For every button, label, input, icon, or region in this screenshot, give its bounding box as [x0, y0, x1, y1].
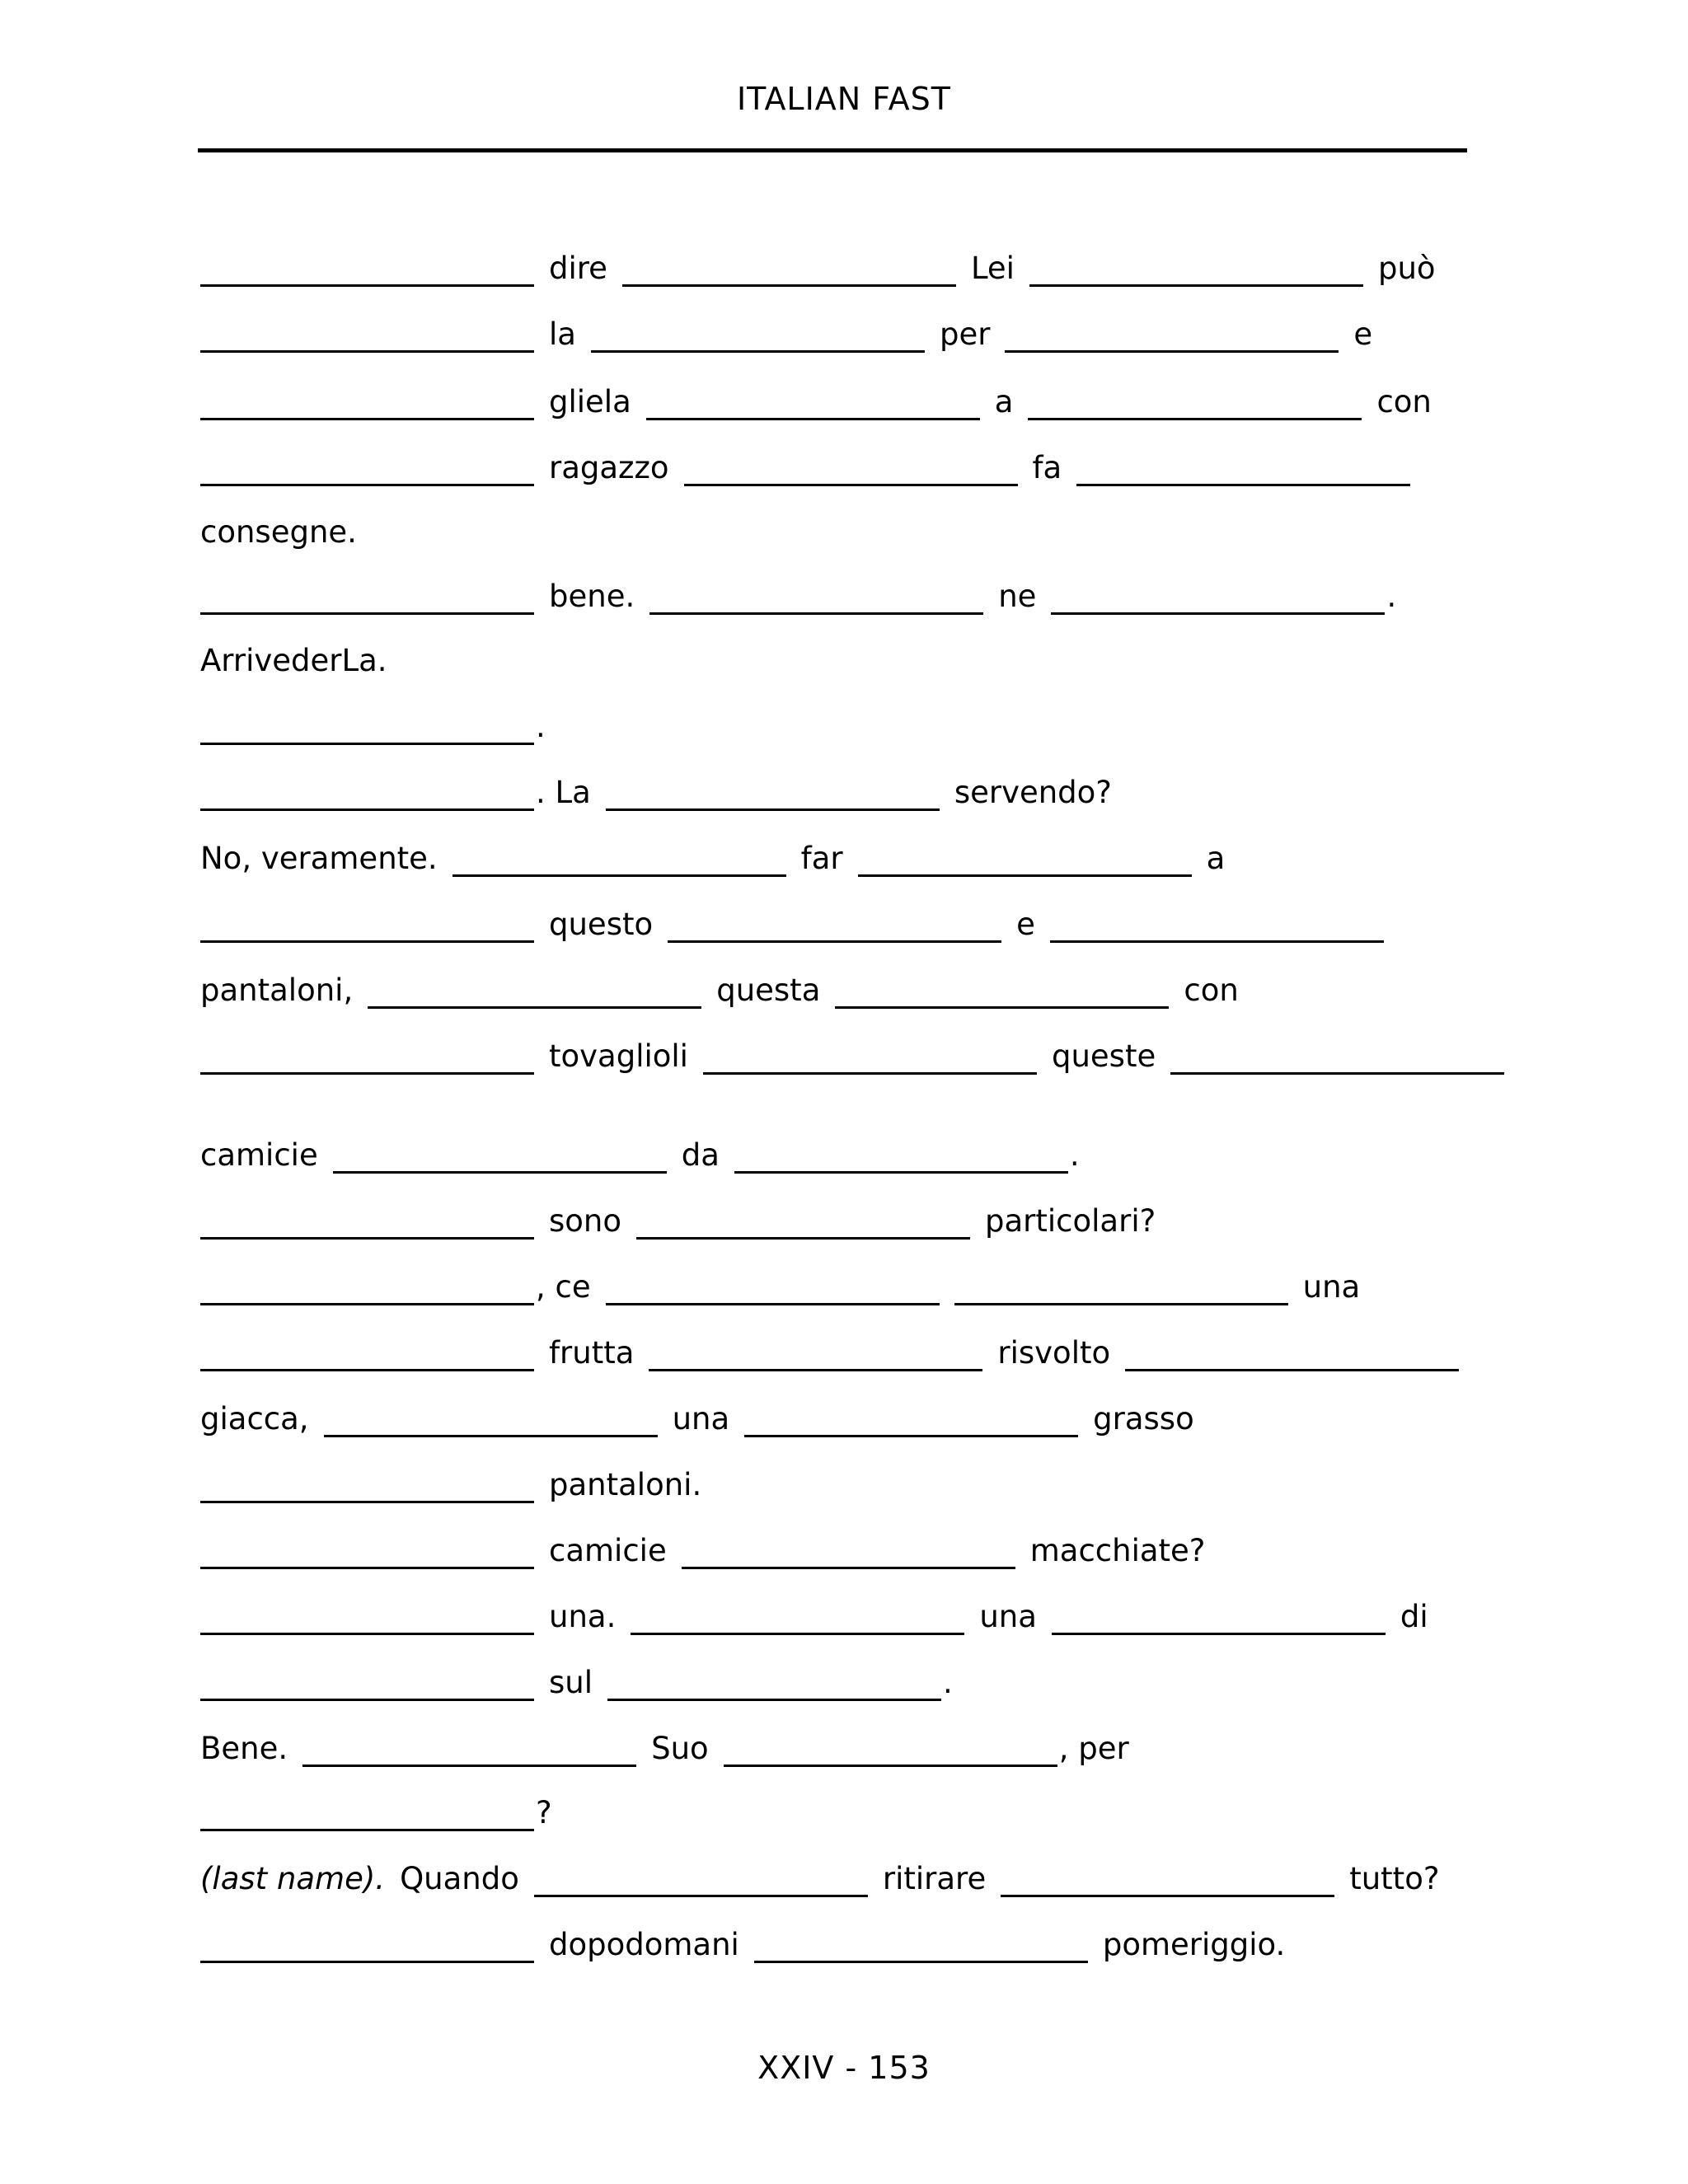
- answer-blank[interactable]: [646, 393, 980, 420]
- exercise-text: dopodomani: [549, 1927, 739, 1962]
- exercise-text: dire: [549, 251, 607, 286]
- answer-blank[interactable]: [649, 588, 983, 615]
- exercise-text: una: [979, 1599, 1037, 1634]
- exercise-text: frutta: [549, 1335, 635, 1371]
- exercise-text: con: [1184, 972, 1239, 1008]
- exercise-text: No, veramente.: [200, 841, 438, 876]
- exercise-text: camicie: [549, 1533, 667, 1568]
- exercise-line: [200, 1917, 1300, 1963]
- exercise-text: Quando: [400, 1861, 519, 1896]
- exercise-line: [200, 440, 1425, 486]
- answer-blank[interactable]: [1052, 1608, 1386, 1635]
- header-rule: [198, 148, 1467, 152]
- answer-blank[interactable]: [1051, 588, 1385, 615]
- page-number: XXIV - 153: [757, 2050, 931, 2086]
- exercise-text: questa: [716, 972, 821, 1008]
- exercise-line: [200, 963, 1254, 1009]
- answer-blank[interactable]: [591, 326, 925, 353]
- answer-blank[interactable]: [1076, 459, 1410, 486]
- exercise-text: ArrivederLa.: [200, 643, 387, 678]
- answer-blank[interactable]: [368, 982, 701, 1009]
- exercise-text: Lei: [970, 251, 1015, 286]
- exercise-text: di: [1400, 1599, 1428, 1634]
- exercise-text: far: [800, 841, 843, 876]
- exercise-text: camicie: [200, 1137, 318, 1173]
- exercise-line: [200, 504, 372, 551]
- exercise-text: e: [1016, 907, 1035, 942]
- exercise-text: la: [549, 316, 576, 352]
- exercise-text: servendo?: [954, 775, 1112, 810]
- exercise-text: risvolto: [997, 1335, 1111, 1371]
- exercise-line: [200, 1721, 1144, 1767]
- exercise-text: può: [1377, 251, 1436, 286]
- exercise-line: [200, 1589, 1443, 1635]
- exercise-line: [200, 1391, 1209, 1437]
- answer-blank[interactable]: [631, 1608, 964, 1635]
- exercise-text: una: [1302, 1269, 1361, 1305]
- exercise-text: a: [994, 384, 1014, 419]
- exercise-line: [200, 1127, 1095, 1174]
- exercise-text: pomeriggio.: [1102, 1927, 1286, 1962]
- exercise-line: [200, 241, 1451, 287]
- answer-blank[interactable]: [724, 1740, 1057, 1767]
- answer-blank[interactable]: [200, 1936, 534, 1963]
- answer-blank[interactable]: [200, 260, 534, 287]
- exercise-text: , ce: [536, 1269, 591, 1305]
- answer-blank[interactable]: [324, 1410, 658, 1437]
- answer-blank[interactable]: [200, 1047, 534, 1075]
- answer-blank[interactable]: [606, 784, 940, 811]
- exercise-text: e: [1353, 316, 1373, 352]
- answer-blank[interactable]: [954, 1278, 1288, 1305]
- exercise-text: .: [1069, 1137, 1080, 1173]
- exercise-text: tovaglioli: [549, 1038, 688, 1074]
- exercise-line: [200, 897, 1399, 943]
- exercise-text: .: [943, 1665, 953, 1700]
- exercise-line: [200, 1193, 1170, 1240]
- exercise-text: Suo: [651, 1731, 709, 1766]
- exercise-text: .: [1386, 579, 1397, 614]
- exercise-line: [200, 1457, 716, 1503]
- page-header: ITALIAN FAST: [736, 81, 952, 117]
- exercise-text: .: [536, 709, 546, 744]
- answer-blank[interactable]: [200, 588, 534, 615]
- answer-blank[interactable]: [200, 459, 534, 486]
- exercise-line: [200, 569, 1411, 615]
- exercise-line: [200, 1785, 567, 1831]
- answer-blank[interactable]: [333, 1146, 667, 1174]
- exercise-line: [200, 1029, 1519, 1075]
- answer-blank[interactable]: [835, 982, 1169, 1009]
- exercise-line: [200, 765, 1127, 811]
- answer-blank[interactable]: [682, 1542, 1015, 1569]
- answer-blank[interactable]: [607, 1674, 941, 1701]
- exercise-text: pantaloni.: [549, 1467, 702, 1502]
- exercise-text: per: [939, 316, 991, 352]
- exercise-line: [200, 699, 560, 745]
- exercise-text: fa: [1032, 450, 1062, 485]
- exercise-text: a: [1206, 841, 1226, 876]
- exercise-text: grasso: [1093, 1401, 1194, 1436]
- answer-blank[interactable]: [200, 1804, 534, 1831]
- answer-blank[interactable]: [200, 393, 534, 420]
- exercise-line: [200, 307, 1387, 353]
- answer-blank[interactable]: [1005, 326, 1339, 353]
- exercise-line: [200, 1259, 1375, 1305]
- answer-blank[interactable]: [1028, 393, 1362, 420]
- exercise-line: [200, 633, 402, 679]
- answer-blank[interactable]: [858, 850, 1192, 877]
- answer-blank[interactable]: [754, 1936, 1088, 1963]
- answer-blank[interactable]: [622, 260, 956, 287]
- exercise-text: particolari?: [985, 1203, 1156, 1239]
- exercise-text: queste: [1051, 1038, 1156, 1074]
- exercise-line: [200, 374, 1447, 420]
- exercise-text: una.: [549, 1599, 617, 1634]
- exercise-text: ritirare: [882, 1861, 987, 1896]
- answer-blank[interactable]: [684, 459, 1018, 486]
- exercise-text: consegne.: [200, 514, 357, 550]
- answer-blank[interactable]: [200, 1608, 534, 1635]
- answer-blank[interactable]: [200, 1212, 534, 1240]
- answer-blank[interactable]: [200, 1344, 534, 1371]
- answer-blank[interactable]: [703, 1047, 1037, 1075]
- exercise-text: ne: [998, 579, 1037, 614]
- answer-blank[interactable]: [649, 1344, 982, 1371]
- answer-blank[interactable]: [200, 784, 534, 811]
- exercise-line: [200, 1655, 968, 1701]
- exercise-text: . La: [536, 775, 591, 810]
- answer-blank[interactable]: [200, 1674, 534, 1701]
- answer-blank[interactable]: [200, 1542, 534, 1569]
- exercise-text: gliela: [549, 384, 631, 419]
- answer-blank[interactable]: [1029, 260, 1363, 287]
- answer-blank[interactable]: [302, 1740, 636, 1767]
- exercise-text: ragazzo: [549, 450, 669, 485]
- exercise-text: bene.: [549, 579, 635, 614]
- exercise-text: (last name).: [200, 1861, 386, 1896]
- answer-blank[interactable]: [1125, 1344, 1459, 1371]
- exercise-line: [200, 831, 1240, 877]
- exercise-text: , per: [1058, 1731, 1129, 1766]
- answer-blank[interactable]: [744, 1410, 1078, 1437]
- exercise-text: tutto?: [1349, 1861, 1440, 1896]
- exercise-line: [200, 1325, 1474, 1371]
- exercise-text: pantaloni,: [200, 972, 354, 1008]
- exercise-text: macchiate?: [1029, 1533, 1206, 1568]
- answer-blank[interactable]: [606, 1278, 940, 1305]
- answer-blank[interactable]: [452, 850, 786, 877]
- exercise-line: [200, 1851, 1454, 1897]
- answer-blank[interactable]: [200, 916, 534, 943]
- exercise-text: sul: [549, 1665, 593, 1700]
- exercise-text: da: [681, 1137, 720, 1173]
- answer-blank[interactable]: [534, 1870, 868, 1897]
- answer-blank[interactable]: [636, 1212, 970, 1240]
- exercise-text: sono: [549, 1203, 622, 1239]
- answer-blank[interactable]: [200, 326, 534, 353]
- answer-blank[interactable]: [734, 1146, 1068, 1174]
- exercise-text: ?: [536, 1795, 552, 1830]
- answer-blank[interactable]: [200, 1476, 534, 1503]
- exercise-text: Bene.: [200, 1731, 288, 1766]
- answer-blank[interactable]: [1170, 1047, 1504, 1075]
- answer-blank[interactable]: [1050, 916, 1384, 943]
- exercise-text: una: [672, 1401, 730, 1436]
- exercise-text: questo: [549, 907, 654, 942]
- exercise-line: [200, 1523, 1220, 1569]
- exercise-text: giacca,: [200, 1401, 309, 1436]
- answer-blank[interactable]: [668, 916, 1001, 943]
- answer-blank[interactable]: [200, 718, 534, 745]
- exercise-text: con: [1376, 384, 1432, 419]
- answer-blank[interactable]: [200, 1278, 534, 1305]
- answer-blank[interactable]: [1001, 1870, 1334, 1897]
